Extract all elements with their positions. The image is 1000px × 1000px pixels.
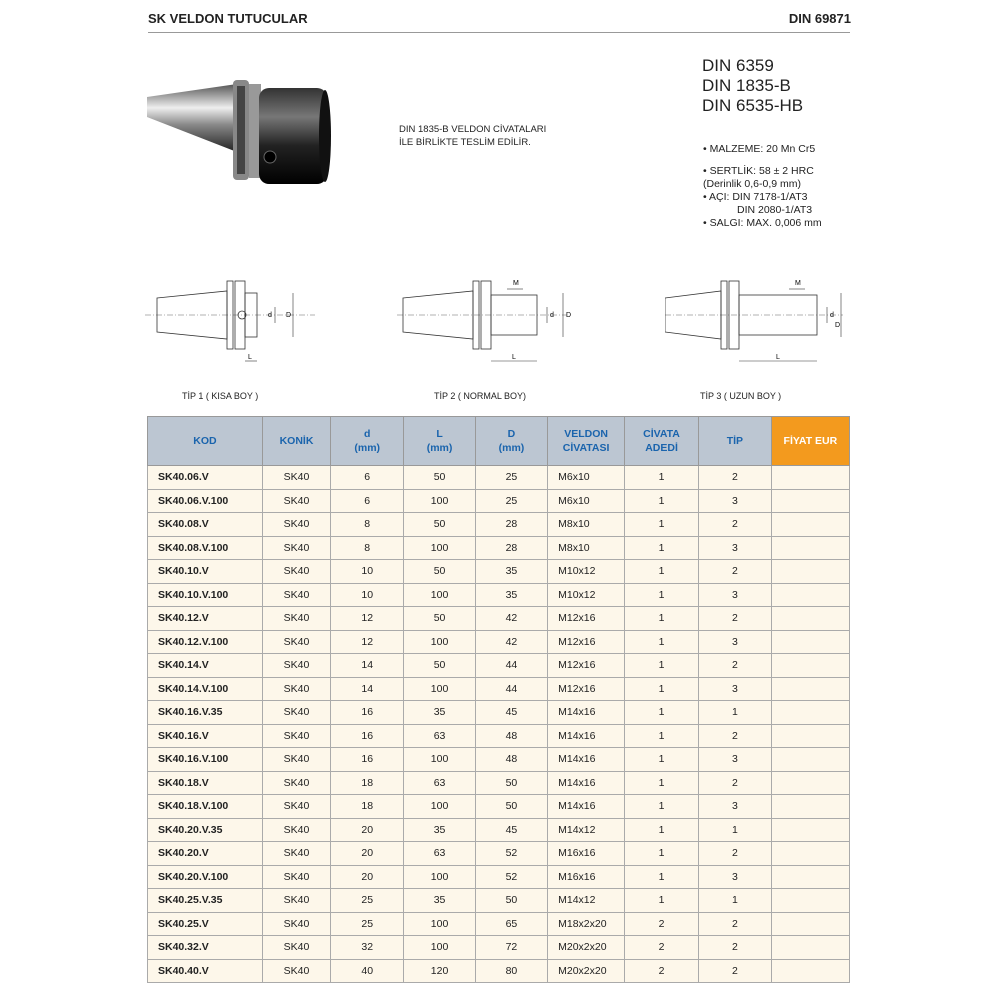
cell-tip: 3 (698, 748, 771, 772)
dim-L-label: L (776, 354, 780, 361)
cell-price (771, 865, 849, 889)
cell-veldon: M14x16 (548, 724, 625, 748)
cell-d: 8 (331, 536, 404, 560)
cell-konik: SK40 (262, 748, 330, 772)
col-kod: KOD (148, 417, 263, 466)
cell-D: 25 (475, 489, 547, 513)
cell-tip: 2 (698, 724, 771, 748)
cell-civata: 1 (625, 513, 699, 537)
table-row (148, 818, 850, 842)
cell-kod: SK40.14.V (148, 654, 263, 678)
cell-price (771, 583, 849, 607)
cell-kod: SK40.06.V.100 (148, 489, 263, 513)
table-row (148, 701, 850, 725)
cell-price (771, 912, 849, 936)
cell-d: 16 (331, 701, 404, 725)
cell-veldon: M14x12 (548, 889, 625, 913)
drawing-type-1 (145, 265, 325, 375)
cell-d: 10 (331, 583, 404, 607)
cell-civata: 1 (625, 583, 699, 607)
cell-d: 10 (331, 560, 404, 584)
cell-price (771, 959, 849, 983)
cell-price (771, 513, 849, 537)
cell-D: 50 (475, 795, 547, 819)
cell-konik: SK40 (262, 865, 330, 889)
cell-civata: 1 (625, 466, 699, 490)
col-price: FİYAT EUR (771, 417, 849, 466)
cell-D: 45 (475, 701, 547, 725)
cell-civata: 1 (625, 748, 699, 772)
dim-d-label: d (550, 312, 554, 319)
cell-civata: 1 (625, 489, 699, 513)
table-row (148, 912, 850, 936)
cell-L: 63 (404, 842, 475, 866)
cell-civata: 1 (625, 724, 699, 748)
table-row (148, 889, 850, 913)
cell-d: 14 (331, 654, 404, 678)
cell-tip: 2 (698, 912, 771, 936)
cell-konik: SK40 (262, 701, 330, 725)
cell-d: 25 (331, 889, 404, 913)
cell-veldon: M6x10 (548, 489, 625, 513)
cell-tip: 2 (698, 936, 771, 960)
cell-L: 100 (404, 489, 475, 513)
cell-L: 100 (404, 936, 475, 960)
cell-D: 44 (475, 654, 547, 678)
cell-konik: SK40 (262, 466, 330, 490)
cell-konik: SK40 (262, 489, 330, 513)
cell-d: 20 (331, 818, 404, 842)
cell-price (771, 466, 849, 490)
cell-d: 16 (331, 724, 404, 748)
cell-tip: 3 (698, 795, 771, 819)
cell-D: 50 (475, 889, 547, 913)
cell-L: 100 (404, 748, 475, 772)
cell-D: 42 (475, 607, 547, 631)
cell-price (771, 654, 849, 678)
cell-tip: 2 (698, 654, 771, 678)
drawing-type-2 (397, 265, 577, 375)
table-row (148, 936, 850, 960)
hardness-spec: • SERTLİK: 58 ± 2 HRC (703, 165, 814, 177)
cell-tip: 3 (698, 536, 771, 560)
cell-konik: SK40 (262, 677, 330, 701)
cell-d: 18 (331, 771, 404, 795)
cell-veldon: M16x16 (548, 842, 625, 866)
cell-d: 6 (331, 466, 404, 490)
cell-D: 52 (475, 842, 547, 866)
cell-kod: SK40.08.V.100 (148, 536, 263, 560)
col-veldon: VELDON CİVATASI (548, 417, 625, 466)
cell-D: 28 (475, 513, 547, 537)
cell-konik: SK40 (262, 959, 330, 983)
cell-civata: 1 (625, 865, 699, 889)
dim-M-label: M (513, 280, 519, 287)
angle-spec-2: DIN 2080-1/AT3 (737, 204, 813, 216)
cell-konik: SK40 (262, 771, 330, 795)
cell-konik: SK40 (262, 795, 330, 819)
cell-civata: 1 (625, 701, 699, 725)
cell-L: 63 (404, 724, 475, 748)
cell-price (771, 701, 849, 725)
cell-price (771, 818, 849, 842)
cell-veldon: M10x12 (548, 583, 625, 607)
cell-D: 35 (475, 583, 547, 607)
cell-price (771, 536, 849, 560)
cell-kod: SK40.20.V (148, 842, 263, 866)
col-D: D (mm) (475, 417, 547, 466)
cell-kod: SK40.25.V.35 (148, 889, 263, 913)
cell-veldon: M14x16 (548, 795, 625, 819)
cell-kod: SK40.14.V.100 (148, 677, 263, 701)
cell-L: 35 (404, 701, 475, 725)
cell-civata: 2 (625, 936, 699, 960)
standard-item: DIN 6359 (702, 56, 774, 75)
cell-L: 100 (404, 583, 475, 607)
cell-D: 25 (475, 466, 547, 490)
table-row (148, 513, 850, 537)
cell-tip: 1 (698, 701, 771, 725)
cell-D: 35 (475, 560, 547, 584)
cell-civata: 1 (625, 795, 699, 819)
cell-veldon: M6x10 (548, 466, 625, 490)
cell-tip: 3 (698, 583, 771, 607)
cell-konik: SK40 (262, 842, 330, 866)
cell-L: 100 (404, 630, 475, 654)
cell-veldon: M14x16 (548, 748, 625, 772)
cell-D: 50 (475, 771, 547, 795)
cell-L: 50 (404, 466, 475, 490)
cell-L: 50 (404, 513, 475, 537)
table-row (148, 630, 850, 654)
cell-d: 6 (331, 489, 404, 513)
note-line: İLE BİRLİKTE TESLİM EDİLİR. (399, 137, 531, 148)
cell-kod: SK40.08.V (148, 513, 263, 537)
cell-kod: SK40.16.V.35 (148, 701, 263, 725)
cell-d: 20 (331, 865, 404, 889)
cell-civata: 1 (625, 677, 699, 701)
cell-veldon: M12x16 (548, 607, 625, 631)
cell-d: 18 (331, 795, 404, 819)
cell-L: 35 (404, 818, 475, 842)
cell-konik: SK40 (262, 513, 330, 537)
col-civata: CİVATA ADEDİ (625, 417, 699, 466)
product-table (147, 416, 850, 983)
cell-konik: SK40 (262, 724, 330, 748)
cell-kod: SK40.10.V.100 (148, 583, 263, 607)
cell-L: 50 (404, 607, 475, 631)
cell-civata: 2 (625, 959, 699, 983)
cell-d: 20 (331, 842, 404, 866)
cell-veldon: M8x10 (548, 536, 625, 560)
cell-veldon: M16x16 (548, 865, 625, 889)
cell-konik: SK40 (262, 889, 330, 913)
cell-kod: SK40.12.V.100 (148, 630, 263, 654)
cell-D: 80 (475, 959, 547, 983)
cell-civata: 2 (625, 912, 699, 936)
cell-tip: 3 (698, 677, 771, 701)
cell-D: 52 (475, 865, 547, 889)
table-row (148, 959, 850, 983)
cell-D: 44 (475, 677, 547, 701)
col-L: L (mm) (404, 417, 475, 466)
cell-kod: SK40.12.V (148, 607, 263, 631)
cell-L: 100 (404, 912, 475, 936)
cell-tip: 2 (698, 513, 771, 537)
cell-d: 40 (331, 959, 404, 983)
runout-spec: • SALGI: MAX. 0,006 mm (703, 217, 822, 229)
cell-civata: 1 (625, 654, 699, 678)
cell-price (771, 630, 849, 654)
cell-d: 32 (331, 936, 404, 960)
cell-price (771, 795, 849, 819)
cell-D: 65 (475, 912, 547, 936)
header-divider (148, 32, 850, 33)
cell-civata: 1 (625, 630, 699, 654)
cell-kod: SK40.32.V (148, 936, 263, 960)
cell-civata: 1 (625, 818, 699, 842)
cell-tip: 2 (698, 607, 771, 631)
cell-L: 120 (404, 959, 475, 983)
dim-L-label: L (248, 354, 252, 361)
cell-tip: 3 (698, 865, 771, 889)
standards-list (702, 56, 803, 116)
cell-L: 35 (404, 889, 475, 913)
cell-kod: SK40.16.V.100 (148, 748, 263, 772)
cell-konik: SK40 (262, 583, 330, 607)
cell-civata: 1 (625, 560, 699, 584)
cell-d: 8 (331, 513, 404, 537)
cell-veldon: M12x16 (548, 654, 625, 678)
col-konik: KONİK (262, 417, 330, 466)
table-row (148, 560, 850, 584)
angle-spec: • AÇI: DIN 7178-1/AT3 (703, 191, 808, 203)
cell-konik: SK40 (262, 536, 330, 560)
table-row (148, 795, 850, 819)
cell-civata: 1 (625, 536, 699, 560)
tool-holder-photo (145, 72, 355, 192)
cell-veldon: M12x16 (548, 677, 625, 701)
cell-d: 14 (331, 677, 404, 701)
table-row (148, 489, 850, 513)
cell-veldon: M20x2x20 (548, 936, 625, 960)
cell-tip: 2 (698, 771, 771, 795)
cell-civata: 1 (625, 889, 699, 913)
table-row (148, 607, 850, 631)
standard-item: DIN 1835-B (702, 76, 791, 95)
cell-d: 16 (331, 748, 404, 772)
cell-D: 72 (475, 936, 547, 960)
cell-konik: SK40 (262, 818, 330, 842)
caption-type-3: TİP 3 ( UZUN BOY ) (700, 391, 782, 401)
table-row (148, 677, 850, 701)
cell-kod: SK40.18.V.100 (148, 795, 263, 819)
cell-D: 28 (475, 536, 547, 560)
cell-D: 45 (475, 818, 547, 842)
table-header-row (148, 417, 850, 466)
cell-veldon: M14x16 (548, 701, 625, 725)
cell-tip: 1 (698, 889, 771, 913)
table-row (148, 583, 850, 607)
cell-price (771, 889, 849, 913)
cell-konik: SK40 (262, 936, 330, 960)
standard-code: DIN 69871 (788, 11, 851, 26)
cell-veldon: M10x12 (548, 560, 625, 584)
cell-L: 100 (404, 677, 475, 701)
cell-D: 48 (475, 724, 547, 748)
cell-price (771, 842, 849, 866)
col-tip: TİP (698, 417, 771, 466)
table-row (148, 536, 850, 560)
cell-price (771, 724, 849, 748)
depth-spec: (Derinlik 0,6-0,9 mm) (703, 178, 802, 190)
material-spec: • MALZEME: 20 Mn Cr5 (703, 143, 816, 155)
cell-price (771, 677, 849, 701)
standard-item: DIN 6535-HB (702, 96, 804, 115)
table-row (148, 771, 850, 795)
cell-tip: 2 (698, 842, 771, 866)
cell-konik: SK40 (262, 654, 330, 678)
cell-d: 12 (331, 607, 404, 631)
cell-tip: 2 (698, 466, 771, 490)
cell-konik: SK40 (262, 912, 330, 936)
cell-price (771, 771, 849, 795)
table-row (148, 466, 850, 490)
cell-veldon: M14x16 (548, 771, 625, 795)
cell-kod: SK40.10.V (148, 560, 263, 584)
cell-price (771, 560, 849, 584)
note-line: DIN 1835-B VELDON CİVATALARI (399, 124, 547, 135)
cell-kod: SK40.16.V (148, 724, 263, 748)
cell-kod: SK40.25.V (148, 912, 263, 936)
caption-type-2: TİP 2 ( NORMAL BOY) (434, 391, 527, 401)
cell-veldon: M8x10 (548, 513, 625, 537)
caption-type-1: TİP 1 ( KISA BOY ) (182, 391, 259, 401)
dim-d-label: d (830, 312, 834, 319)
cell-L: 100 (404, 536, 475, 560)
cell-tip: 1 (698, 818, 771, 842)
cell-price (771, 748, 849, 772)
dim-d-label: d (268, 312, 272, 319)
cell-L: 50 (404, 560, 475, 584)
cell-veldon: M20x2x20 (548, 959, 625, 983)
cell-d: 12 (331, 630, 404, 654)
cell-konik: SK40 (262, 607, 330, 631)
cell-veldon: M14x12 (548, 818, 625, 842)
cell-kod: SK40.40.V (148, 959, 263, 983)
cell-veldon: M18x2x20 (548, 912, 625, 936)
cell-tip: 3 (698, 630, 771, 654)
cell-kod: SK40.20.V.35 (148, 818, 263, 842)
cell-L: 50 (404, 654, 475, 678)
cell-konik: SK40 (262, 560, 330, 584)
delivery-note (399, 123, 589, 149)
drawing-type-3 (665, 265, 845, 375)
table-row (148, 842, 850, 866)
cell-D: 48 (475, 748, 547, 772)
cell-kod: SK40.20.V.100 (148, 865, 263, 889)
col-d: d (mm) (331, 417, 404, 466)
cell-veldon: M12x16 (548, 630, 625, 654)
cell-price (771, 936, 849, 960)
table-row (148, 724, 850, 748)
cell-d: 25 (331, 912, 404, 936)
dim-D-label: D (566, 312, 572, 319)
dim-D-label: D (835, 322, 841, 329)
cell-kod: SK40.18.V (148, 771, 263, 795)
cell-L: 63 (404, 771, 475, 795)
cell-L: 100 (404, 795, 475, 819)
cell-D: 42 (475, 630, 547, 654)
cell-L: 100 (404, 865, 475, 889)
dim-D-label: D (286, 312, 292, 319)
properties-list (703, 143, 822, 230)
cell-konik: SK40 (262, 630, 330, 654)
cell-tip: 2 (698, 959, 771, 983)
cell-tip: 3 (698, 489, 771, 513)
table-row (148, 654, 850, 678)
table-row (148, 865, 850, 889)
cell-tip: 2 (698, 560, 771, 584)
cell-civata: 1 (625, 607, 699, 631)
dim-M-label: M (795, 280, 801, 287)
cell-civata: 1 (625, 771, 699, 795)
cell-kod: SK40.06.V (148, 466, 263, 490)
page-title: SK VELDON TUTUCULAR (148, 11, 308, 26)
table-row (148, 748, 850, 772)
cell-price (771, 607, 849, 631)
cell-price (771, 489, 849, 513)
dim-L-label: L (512, 354, 516, 361)
cell-civata: 1 (625, 842, 699, 866)
